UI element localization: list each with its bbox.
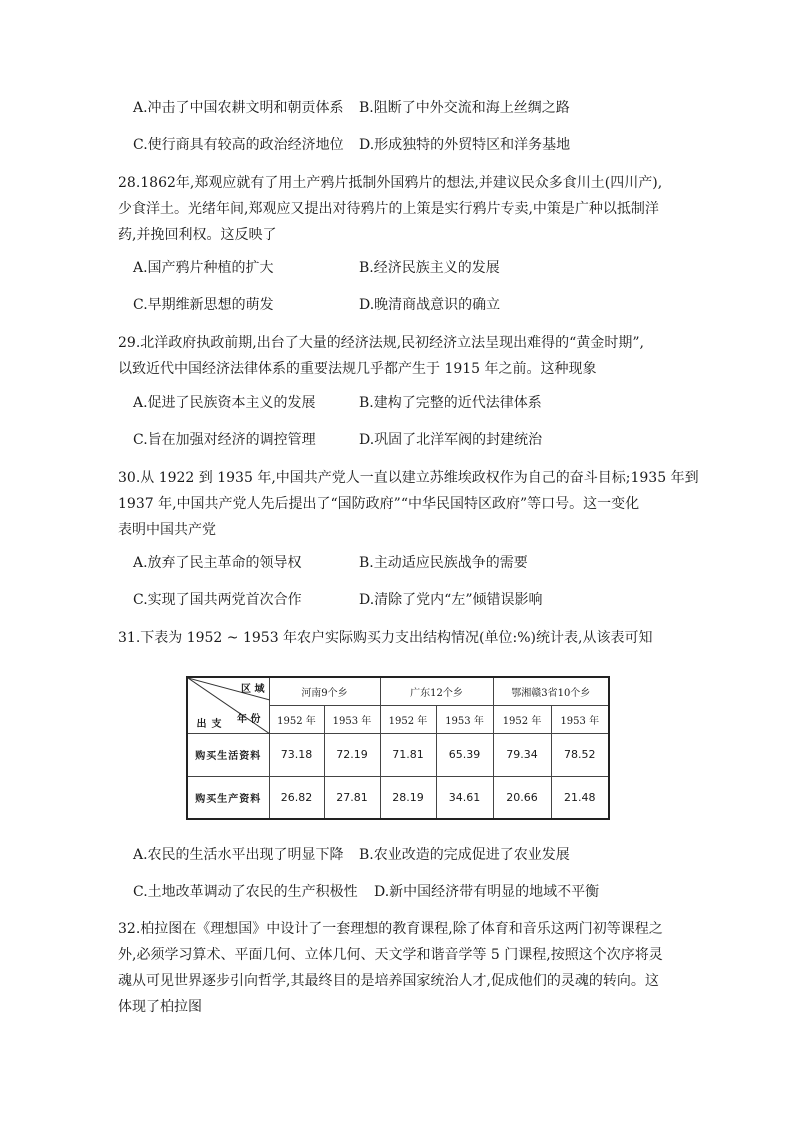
q30-option-c: C.实现了国共两党首次合作	[133, 592, 302, 608]
year-header: 1952 年	[493, 705, 551, 733]
table-cell: 65.39	[436, 733, 493, 776]
row-label-production: 购买生产资料	[187, 776, 269, 819]
q31-stem	[118, 625, 688, 651]
q29-stem	[118, 330, 688, 382]
q31-line-1: 31.下表为 1952 ~ 1953 年农户实际购买力支出结构情况(单位:%)统计表,从该表可知	[118, 630, 653, 646]
q28-line-2: 少食洋土。光绪年间,郑观应又提出对待鸦片的上策是实行鸦片专卖,中策是广种以抵制洋	[118, 201, 659, 217]
q30-option-b: B.主动适应民族战争的需要	[359, 555, 528, 571]
q31-option-d: D.新中国经济带有明显的地域不平衡	[374, 884, 600, 900]
q28-option-d: D.晚清商战意识的确立	[359, 297, 501, 313]
q31-option-b: B.农业改造的完成促进了农业发展	[359, 847, 570, 863]
q27-option-b: B.阻断了中外交流和海上丝绸之路	[359, 100, 570, 116]
table-cell: 27.81	[324, 776, 380, 819]
row-label-living: 购买生活资料	[187, 733, 269, 776]
q28-option-c: C.早期维新思想的萌发	[133, 297, 274, 313]
q30-option-a: A.放弃了民主革命的领导权	[133, 555, 302, 571]
q30-line-3: 表明中国共产党	[118, 522, 216, 538]
q29-line-1: 29.北洋政府执政前期,出台了大量的经济法规,民初经济立法呈现出难得的“黄金时期”,	[118, 335, 644, 351]
table-cell: 78.52	[551, 733, 609, 776]
table-row	[187, 776, 609, 819]
q31-option-c: C.土地改革调动了农民的生产积极性	[133, 884, 358, 900]
region-header-exianggan: 鄂湘赣3省10个乡	[493, 677, 609, 705]
q29-option-d: D.巩固了北洋军阀的封建统治	[359, 432, 543, 448]
q27-option-d: D.形成独特的外贸特区和洋务基地	[359, 137, 571, 153]
table-cell: 73.18	[269, 733, 324, 776]
q32-stem	[118, 916, 688, 1020]
q29-option-b: B.建构了完整的近代法律体系	[359, 395, 542, 411]
corner-year-label: 年 份	[237, 714, 261, 725]
q31-option-a: A.农民的生活水平出现了明显下降	[133, 847, 344, 863]
q28-line-1: 28.1862年,郑观应就有了用土产鸦片抵制外国鸦片的想法,并建议民众多食川土(四川产),	[118, 175, 663, 191]
table-cell: 79.34	[493, 733, 551, 776]
q28-line-3: 药,并挽回利权。这反映了	[118, 227, 277, 243]
q28-option-b: B.经济民族主义的发展	[359, 260, 500, 276]
q30-option-d: D.清除了党内“左”倾错误影响	[359, 592, 543, 608]
q32-line-2: 外,必须学习算术、平面几何、立体几何、天文学和谐音学等 5 门课程,按照这个次序将灵	[118, 947, 663, 963]
q30-line-1: 30.从 1922 到 1935 年,中国共产党人一直以建立苏维埃政权作为自己的奋斗目标;1935 年到	[118, 470, 699, 486]
q30-line-2: 1937 年,中国共产党人先后提出了“国防政府”“中华民国特区政府”等口号。这一变化	[118, 496, 640, 512]
table-cell: 72.19	[324, 733, 380, 776]
corner-region-label: 区 域	[241, 684, 265, 695]
table-cell: 21.48	[551, 776, 609, 819]
table-cell: 34.61	[436, 776, 493, 819]
q29-option-a: A.促进了民族资本主义的发展	[133, 395, 316, 411]
q28-option-a: A.国产鸦片种植的扩大	[133, 260, 274, 276]
table-cell: 20.66	[493, 776, 551, 819]
table-cell: 71.81	[380, 733, 436, 776]
table-cell: 26.82	[269, 776, 324, 819]
year-header: 1953 年	[551, 705, 609, 733]
table-corner-header	[187, 677, 269, 733]
q30-stem	[118, 465, 699, 543]
q28-stem	[118, 170, 688, 248]
q31-data-table	[186, 676, 610, 820]
year-header: 1952 年	[380, 705, 436, 733]
q27-option-c: C.使行商具有较高的政治经济地位	[133, 137, 344, 153]
region-header-guangdong: 广东12个乡	[380, 677, 493, 705]
table-cell: 28.19	[380, 776, 436, 819]
q29-line-2: 以致近代中国经济法律体系的重要法规几乎都产生于 1915 年之前。这种现象	[118, 361, 597, 377]
year-header: 1952 年	[269, 705, 324, 733]
region-header-henan: 河南9个乡	[269, 677, 380, 705]
q27-option-a: A.冲击了中国农耕文明和朝贡体系	[133, 100, 344, 116]
q29-option-c: C.旨在加强对经济的调控管理	[133, 432, 316, 448]
q32-line-4: 体现了柏拉图	[118, 999, 202, 1015]
year-header: 1953 年	[436, 705, 493, 733]
q32-line-1: 32.柏拉图在《理想国》中设计了一套理想的教育课程,除了体育和音乐这两门初等课程之	[118, 921, 663, 937]
year-header: 1953 年	[324, 705, 380, 733]
table-row	[187, 733, 609, 776]
corner-item-label: 支 出	[194, 718, 220, 729]
q32-line-3: 魂从可见世界逐步引向哲学,其最终目的是培养国家统治人才,促成他们的灵魂的转向。这	[118, 973, 659, 989]
